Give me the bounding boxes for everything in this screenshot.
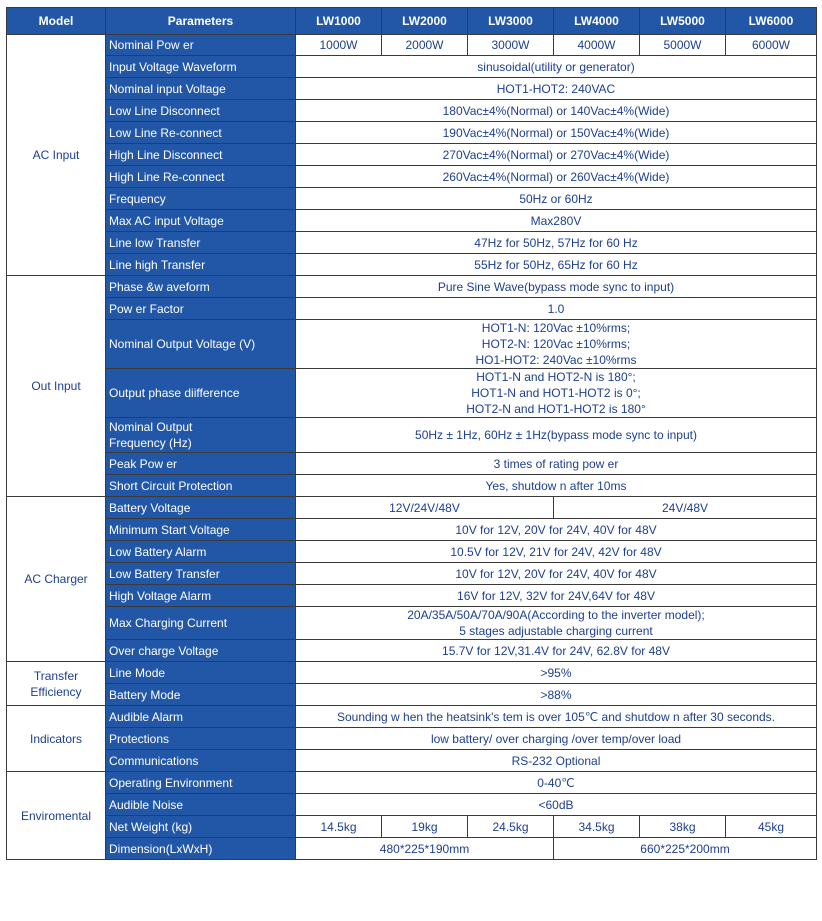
table-row <box>7 144 817 166</box>
param-label: Line high Transfer <box>106 254 296 276</box>
table-row <box>7 56 817 78</box>
value-cell: 270Vac±4%(Normal) or 270Vac±4%(Wide) <box>296 144 817 166</box>
param-label: Battery Voltage <box>106 497 296 519</box>
value-cell: sinusoidal(utility or generator) <box>296 56 817 78</box>
param-label: Audible Noise <box>106 794 296 816</box>
table-row <box>7 563 817 585</box>
param-label: Low Battery Alarm <box>106 541 296 563</box>
value-cell: 19kg <box>382 816 468 838</box>
value-line: 20A/35A/50A/70A/90A(According to the inverter model); <box>407 608 705 622</box>
category-indicators: Indicators <box>7 706 106 772</box>
param-label: High Line Re-connect <box>106 166 296 188</box>
category-environmental: Enviromental <box>7 772 106 860</box>
value-cell: 47Hz for 50Hz, 57Hz for 60 Hz <box>296 232 817 254</box>
value-cell: Sounding w hen the heatsink's tem is over 105℃ and shutdow n after 30 seconds. <box>296 706 817 728</box>
value-cell: 55Hz for 50Hz, 65Hz for 60 Hz <box>296 254 817 276</box>
value-cell: 1000W <box>296 35 382 56</box>
table-row <box>7 188 817 210</box>
value-line: HOT1-N and HOT2-N is 180°; <box>476 370 636 384</box>
value-cell: 10.5V for 12V, 21V for 24V, 42V for 48V <box>296 541 817 563</box>
value-cell: >95% <box>296 662 817 684</box>
header-lw3000: LW3000 <box>468 8 554 35</box>
value-cell: 480*225*190mm <box>296 838 554 860</box>
value-cell: 24V/48V <box>554 497 817 519</box>
value-cell: 12V/24V/48V <box>296 497 554 519</box>
table-row <box>7 816 817 838</box>
value-cell: Yes, shutdow n after 10ms <box>296 475 817 497</box>
value-cell: 660*225*200mm <box>554 838 817 860</box>
value-cell: 5000W <box>640 35 726 56</box>
table-row <box>7 772 817 794</box>
table-row <box>7 100 817 122</box>
param-label: Nominal Output Voltage (V) <box>106 320 296 369</box>
table-row <box>7 369 817 418</box>
value-cell: 38kg <box>640 816 726 838</box>
value-cell: 260Vac±4%(Normal) or 260Vac±4%(Wide) <box>296 166 817 188</box>
value-cell: 10V for 12V, 20V for 24V, 40V for 48V <box>296 519 817 541</box>
value-cell: >88% <box>296 684 817 706</box>
value-cell: 0-40℃ <box>296 772 817 794</box>
category-transfer-efficiency <box>7 662 106 706</box>
param-label: Short Circuit Protection <box>106 475 296 497</box>
table-row <box>7 497 817 519</box>
table-row <box>7 684 817 706</box>
value-line: 5 stages adjustable charging current <box>459 624 653 638</box>
param-label: Audible Alarm <box>106 706 296 728</box>
table-row <box>7 541 817 563</box>
table-row <box>7 210 817 232</box>
param-label: Max AC input Voltage <box>106 210 296 232</box>
value-cell: 34.5kg <box>554 816 640 838</box>
category-line: Transfer <box>33 668 79 683</box>
header-lw1000: LW1000 <box>296 8 382 35</box>
table-row <box>7 78 817 100</box>
category-ac-input: AC Input <box>7 35 106 276</box>
table-row <box>7 585 817 607</box>
param-label: Net Weight (kg) <box>106 816 296 838</box>
param-label: Operating Environment <box>106 772 296 794</box>
value-cell: 2000W <box>382 35 468 56</box>
param-label: Peak Pow er <box>106 453 296 475</box>
table-row <box>7 232 817 254</box>
table-row <box>7 640 817 662</box>
header-lw5000: LW5000 <box>640 8 726 35</box>
value-cell: 190Vac±4%(Normal) or 150Vac±4%(Wide) <box>296 122 817 144</box>
param-label: Phase &w aveform <box>106 276 296 298</box>
param-label: Over charge Voltage <box>106 640 296 662</box>
value-cell: 6000W <box>726 35 817 56</box>
value-cell: 50Hz or 60Hz <box>296 188 817 210</box>
table-row <box>7 320 817 369</box>
param-label: Frequency <box>106 188 296 210</box>
param-label: Nominal Pow er <box>106 35 296 56</box>
param-label: Dimension(LxWxH) <box>106 838 296 860</box>
param-label: Communications <box>106 750 296 772</box>
param-label: Protections <box>106 728 296 750</box>
param-label-line: Frequency (Hz) <box>109 436 192 450</box>
param-label: Low Battery Transfer <box>106 563 296 585</box>
param-label: Low Line Re-connect <box>106 122 296 144</box>
value-cell: RS-232 Optional <box>296 750 817 772</box>
param-label: Nominal input Voltage <box>106 78 296 100</box>
value-line: HOT2-N and HOT1-HOT2 is 180° <box>466 402 646 416</box>
value-line: HOT1-N: 120Vac ±10%rms; <box>481 321 631 335</box>
value-cell: Pure Sine Wave(bypass mode sync to input) <box>296 276 817 298</box>
table-row <box>7 662 817 684</box>
param-label: Output phase diifference <box>106 369 296 418</box>
table-row <box>7 838 817 860</box>
value-cell: 50Hz ± 1Hz, 60Hz ± 1Hz(bypass mode sync to input) <box>296 418 817 453</box>
param-label: High Voltage Alarm <box>106 585 296 607</box>
table-row <box>7 453 817 475</box>
header-parameters: Parameters <box>106 8 296 35</box>
value-cell: 15.7V for 12V,31.4V for 24V, 62.8V for 48V <box>296 640 817 662</box>
value-cell: low battery/ over charging /over temp/over load <box>296 728 817 750</box>
value-cell: 3000W <box>468 35 554 56</box>
value-cell: 4000W <box>554 35 640 56</box>
value-cell: HOT1-HOT2: 240VAC <box>296 78 817 100</box>
param-label: Low Line Disconnect <box>106 100 296 122</box>
value-cell: <60dB <box>296 794 817 816</box>
table-row <box>7 254 817 276</box>
table-row <box>7 519 817 541</box>
header-model: Model <box>7 8 106 35</box>
table-row <box>7 35 817 56</box>
table-row <box>7 750 817 772</box>
param-label: Max Charging Current <box>106 607 296 640</box>
header-lw6000: LW6000 <box>726 8 817 35</box>
table-row <box>7 706 817 728</box>
value-cell <box>296 369 817 418</box>
value-cell: 10V for 12V, 20V for 24V, 40V for 48V <box>296 563 817 585</box>
param-label: Pow er Factor <box>106 298 296 320</box>
value-cell: 45kg <box>726 816 817 838</box>
table-row <box>7 728 817 750</box>
value-line: HOT1-N and HOT1-HOT2 is 0°; <box>471 386 641 400</box>
table-row <box>7 794 817 816</box>
table-row <box>7 166 817 188</box>
table-row <box>7 475 817 497</box>
value-cell: 24.5kg <box>468 816 554 838</box>
table-row <box>7 298 817 320</box>
param-label: Minimum Start Voltage <box>106 519 296 541</box>
param-label-line: Nominal Output <box>109 420 193 434</box>
header-lw2000: LW2000 <box>382 8 468 35</box>
value-line: HOT2-N: 120Vac ±10%rms; <box>481 337 631 351</box>
value-cell: 1.0 <box>296 298 817 320</box>
value-cell: Max280V <box>296 210 817 232</box>
value-cell: 180Vac±4%(Normal) or 140Vac±4%(Wide) <box>296 100 817 122</box>
value-cell <box>296 320 817 369</box>
param-label <box>106 418 296 453</box>
value-cell: 3 times of rating pow er <box>296 453 817 475</box>
category-line: Efficiency <box>30 684 82 699</box>
table-row <box>7 276 817 298</box>
category-ac-charger: AC Charger <box>7 497 106 662</box>
table-row <box>7 122 817 144</box>
category-out-input: Out Input <box>7 276 106 497</box>
value-cell: 16V for 12V, 32V for 24V,64V for 48V <box>296 585 817 607</box>
value-cell <box>296 607 817 640</box>
param-label: Battery Mode <box>106 684 296 706</box>
param-label: Line low Transfer <box>106 232 296 254</box>
value-line: HO1-HOT2: 240Vac ±10%rms <box>475 353 637 367</box>
header-row <box>7 8 817 35</box>
param-label: Input Voltage Waveform <box>106 56 296 78</box>
header-lw4000: LW4000 <box>554 8 640 35</box>
spec-table <box>6 7 817 860</box>
table-row <box>7 607 817 640</box>
table-row <box>7 418 817 453</box>
param-label: High Line Disconnect <box>106 144 296 166</box>
value-cell: 14.5kg <box>296 816 382 838</box>
param-label: Line Mode <box>106 662 296 684</box>
